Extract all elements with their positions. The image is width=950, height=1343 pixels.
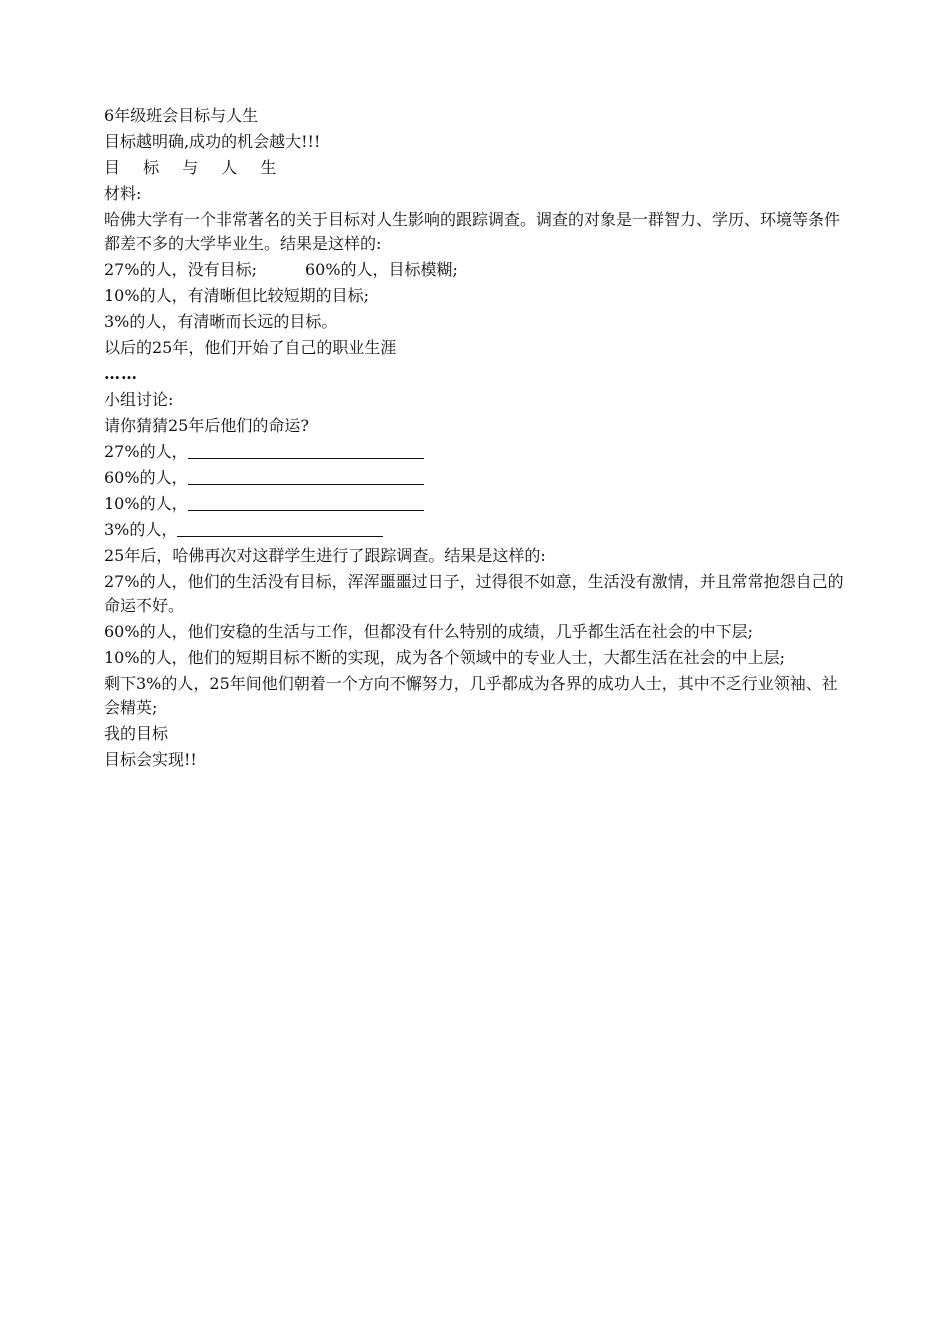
blank-row-27 bbox=[104, 440, 852, 464]
result-60: 60%的人，他们安稳的生活与工作，但都没有什么特别的成绩，几乎都生活在社会的中下层; bbox=[104, 622, 753, 641]
survey-item-27: 27%的人，没有目标; bbox=[104, 260, 257, 279]
blank-row-60 bbox=[104, 466, 852, 490]
result-10: 10%的人，他们的短期目标不断的实现，成为各个领域中的专业人士，大都生活在社会的中上层; bbox=[104, 648, 785, 667]
blank-row-10 bbox=[104, 492, 852, 516]
ellipsis: …… bbox=[104, 364, 138, 383]
my-goal: 我的目标 bbox=[104, 724, 169, 743]
career-start: 以后的25年，他们开始了自己的职业生涯 bbox=[104, 338, 397, 357]
blank-prefix: 10%的人， bbox=[104, 494, 188, 513]
answer-blank bbox=[188, 494, 424, 511]
slogan: 目标越明确,成功的机会越大!!! bbox=[104, 132, 321, 151]
survey-item-3: 3%的人，有清晰而长远的目标。 bbox=[104, 312, 338, 331]
answer-blank bbox=[188, 468, 424, 485]
survey-item-10: 10%的人，有清晰但比较短期的目标; bbox=[104, 286, 369, 305]
result-intro: 25年后，哈佛再次对这群学生进行了跟踪调查。结果是这样的: bbox=[104, 546, 546, 565]
survey-item-60: 60%的人，目标模糊; bbox=[304, 260, 458, 279]
blank-prefix: 60%的人， bbox=[104, 468, 188, 487]
intro-paragraph: 哈佛大学有一个非常著名的关于目标对人生影响的跟踪调查。调查的对象是一群智力、学历、环境等条件都差不多的大学毕业生。结果是这样的: bbox=[104, 210, 841, 253]
answer-blank bbox=[177, 520, 383, 537]
blank-prefix: 27%的人， bbox=[104, 442, 188, 461]
document-body bbox=[104, 104, 852, 774]
result-27: 27%的人，他们的生活没有目标，浑浑噩噩过日子，过得很不如意，生活没有激情，并且常常抱怨自己的命运不好。 bbox=[104, 572, 844, 615]
material-label: 材料: bbox=[104, 184, 142, 203]
survey-row-1 bbox=[104, 258, 852, 282]
discussion-label: 小组讨论: bbox=[104, 390, 174, 409]
result-3: 剩下3%的人，25年间他们朝着一个方向不懈努力，几乎都成为各界的成功人士，其中不乏行业领袖、社会精英; bbox=[104, 674, 838, 717]
document-title: 6年级班会目标与人生 bbox=[104, 106, 259, 125]
answer-blank bbox=[188, 442, 424, 459]
discussion-question: 请你猜猜25年后他们的命运? bbox=[104, 416, 309, 435]
heading: 目 标 与 人 生 bbox=[104, 158, 286, 177]
blank-row-3 bbox=[104, 518, 852, 542]
blank-prefix: 3%的人， bbox=[104, 520, 178, 539]
closing: 目标会实现!! bbox=[104, 750, 197, 769]
